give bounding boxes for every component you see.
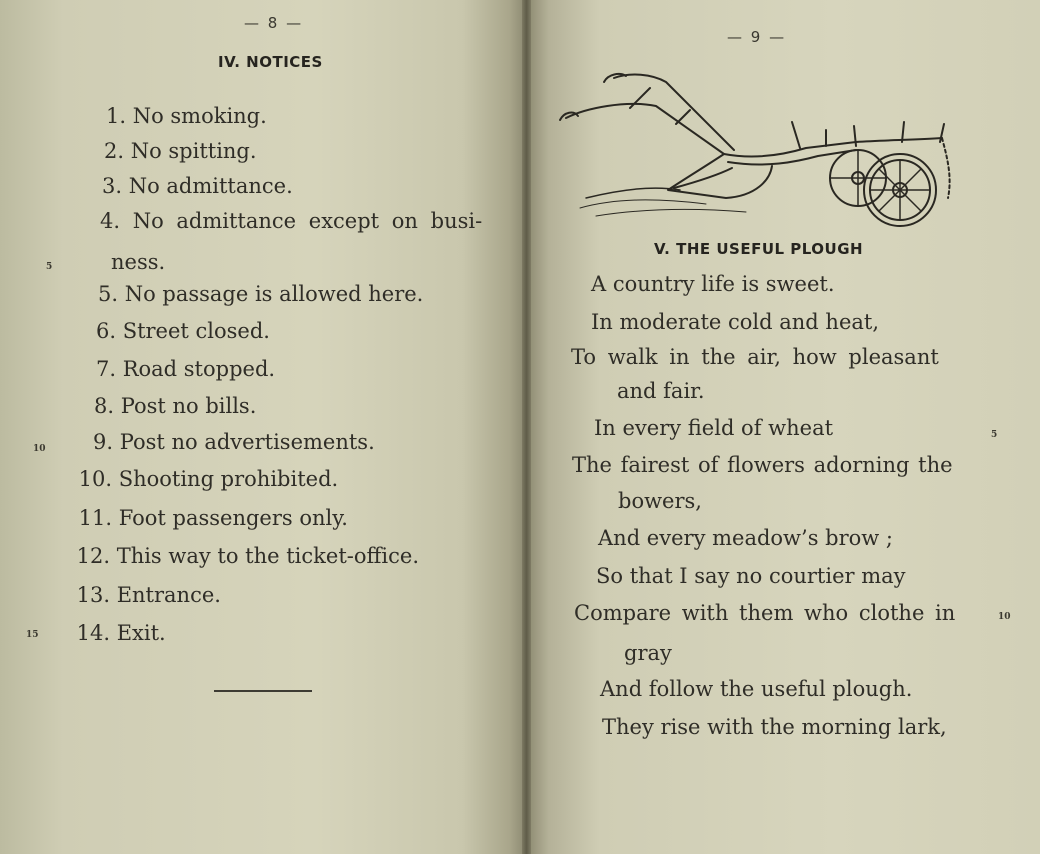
section-end-rule (214, 690, 312, 692)
notice-item: 8. Post no bills. (93, 394, 257, 418)
section-heading-plough: V. THE USEFUL PLOUGH (654, 240, 864, 258)
plough-illustration (556, 70, 956, 230)
poem-line: Compare with them who clothe in (574, 601, 956, 625)
poem-line: A country life is sweet. (591, 272, 835, 296)
section-heading-notices: IV. NOTICES (218, 53, 323, 71)
notice-item: 4. No admittance except on busi- (99, 209, 483, 233)
margin-line-number: 15 (26, 630, 39, 640)
margin-line-number: 5 (46, 262, 53, 272)
poem-line: They rise with the morning lark, (602, 715, 947, 739)
margin-line-number: 5 (991, 430, 998, 440)
notice-item: 14. Exit. (76, 621, 166, 645)
poem-line: The fairest of flowers adorning the (572, 453, 953, 477)
margin-line-number: 10 (998, 612, 1011, 622)
notice-item: 10. Shooting prohibited. (78, 467, 339, 491)
page-number-left: — 8 — (244, 14, 304, 32)
poem-line: And follow the useful plough. (600, 677, 913, 701)
notice-item: 1. No smoking. (105, 104, 267, 128)
notice-item-continuation: ness. (111, 250, 166, 274)
notice-item: 9. Post no advertisements. (92, 430, 375, 454)
poem-line: To walk in the air, how pleasant (571, 345, 939, 369)
book-gutter (522, 0, 531, 854)
notice-item: 5. No passage is allowed here. (97, 282, 424, 306)
poem-line: and fair. (617, 379, 705, 403)
notice-item: 12. This way to the ticket-office. (76, 544, 419, 568)
poem-line: gray (624, 641, 672, 665)
notice-item: 3. No admittance. (101, 174, 293, 198)
notice-item: 6. Street closed. (95, 319, 270, 343)
margin-line-number: 10 (33, 444, 46, 454)
notice-item: 7. Road stopped. (95, 357, 276, 381)
poem-line: And every meadow’s brow ; (598, 526, 894, 550)
page-number-right: — 9 — (727, 28, 787, 46)
notice-item: 2. No spitting. (103, 139, 257, 163)
poem-line: So that I say no courtier may (596, 564, 906, 588)
notice-item: 13. Entrance. (76, 583, 221, 607)
poem-line: In every field of wheat (594, 416, 834, 440)
poem-line: bowers, (618, 489, 702, 513)
poem-line: In moderate cold and heat, (591, 310, 880, 334)
notice-item: 11. Foot passengers only. (78, 506, 348, 530)
